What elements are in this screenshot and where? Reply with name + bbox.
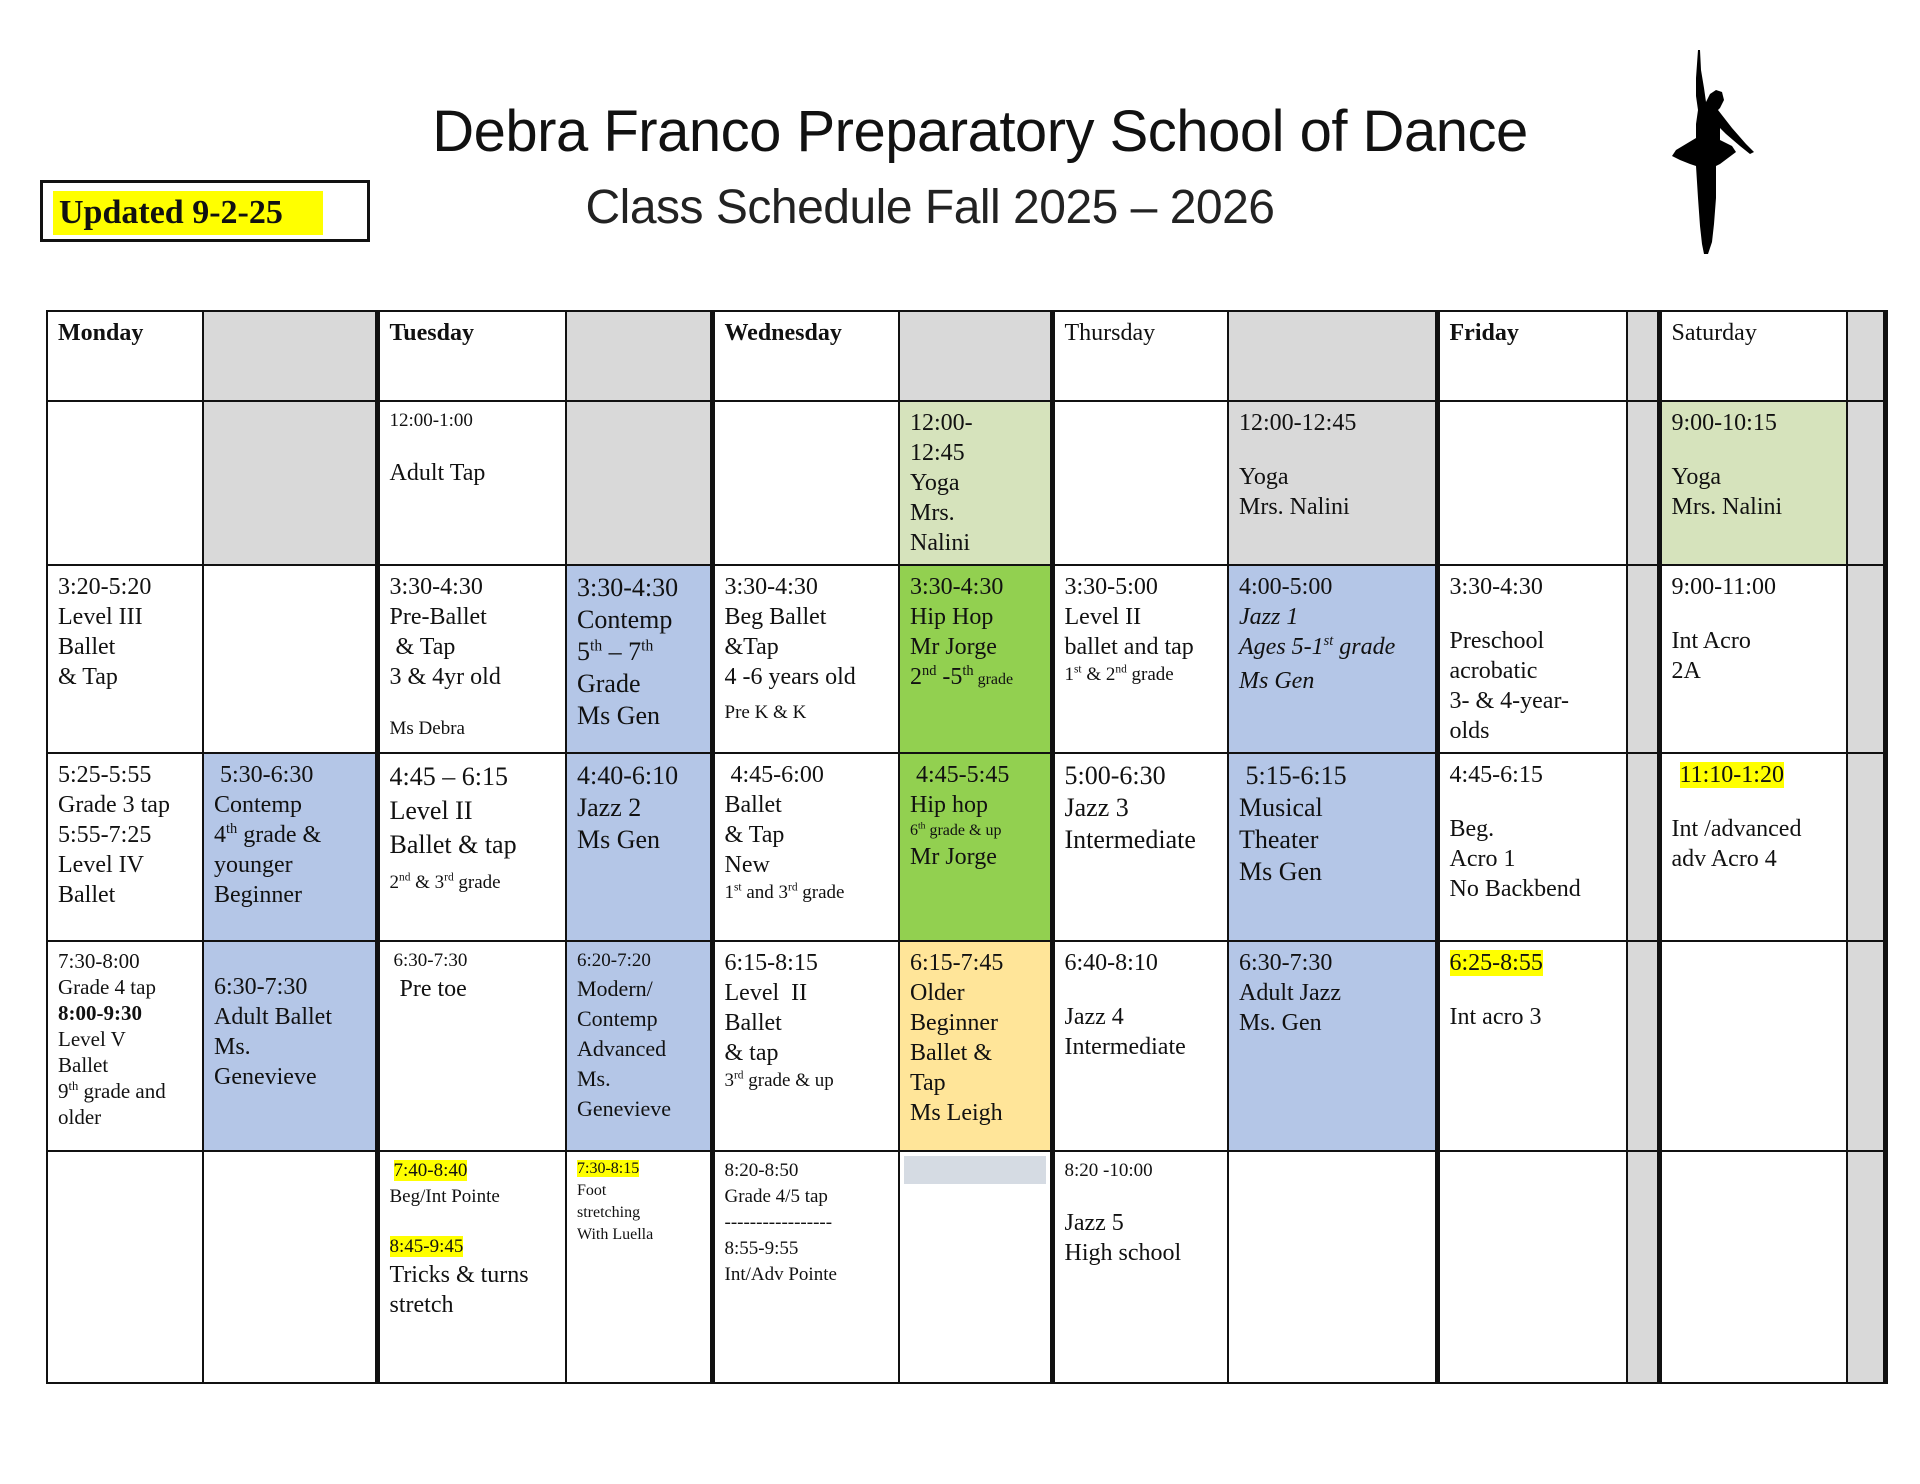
empty-cell — [47, 401, 203, 565]
class-name: Preschool — [1449, 628, 1545, 654]
empty-cell — [203, 565, 377, 753]
class-time: 3:30-4:30 — [724, 574, 818, 600]
class-teacher: Mr Jorge — [910, 844, 997, 870]
class-time: 5:30-6:30 — [214, 762, 314, 788]
class-name: Int acro 3 — [1449, 1004, 1542, 1030]
schedule-row — [47, 753, 1885, 941]
class-cell — [47, 565, 203, 753]
class-teacher: Ms Gen — [1239, 857, 1323, 886]
spacer-cell — [1627, 565, 1659, 753]
class-name: Beg Ballet — [724, 604, 827, 630]
class-name: Int Acro — [1671, 628, 1751, 654]
class-name: & Tap — [389, 634, 456, 660]
class-name: Adult Jazz — [1239, 980, 1341, 1006]
class-cell — [566, 753, 712, 941]
class-time: 3:30-4:30 — [910, 574, 1004, 600]
class-time: 4:45-6:00 — [724, 762, 824, 788]
class-name: Musical — [1239, 793, 1323, 822]
class-teacher: Ms Gen — [577, 701, 661, 730]
class-time: 4:45 – 6:15 — [389, 762, 508, 791]
class-time-highlighted: 7:40-8:40 — [393, 1160, 468, 1181]
class-level: Intermediate — [1064, 825, 1196, 854]
schedule-row — [47, 401, 1885, 565]
class-time-highlighted: 6:25-8:55 — [1449, 950, 1543, 976]
class-cell — [899, 401, 1052, 565]
class-time-highlighted: 7:30-8:15 — [577, 1160, 640, 1177]
class-teacher: Mrs. — [910, 500, 955, 526]
class-cell — [712, 753, 899, 941]
class-name: Contemp — [214, 792, 302, 818]
class-cell — [203, 753, 377, 941]
class-teacher: Mr Jorge — [910, 634, 997, 660]
empty-cell — [1437, 401, 1627, 565]
class-name: Level IV — [58, 852, 144, 878]
class-level: Advanced — [577, 1036, 667, 1061]
class-name: & tap — [724, 1040, 779, 1066]
class-time: 4:45-6:15 — [1449, 762, 1543, 788]
class-name: Grade 3 tap — [58, 792, 170, 818]
class-name: Ballet — [58, 634, 116, 660]
class-name: ballet and tap — [1064, 634, 1194, 660]
class-time: 3:30-4:30 — [1449, 574, 1543, 600]
class-cell — [712, 565, 899, 753]
class-time: 8:00-9:30 — [58, 1001, 142, 1025]
empty-cell — [899, 1151, 1052, 1383]
day-header-tuesday: Tuesday — [377, 311, 566, 401]
class-cell — [377, 401, 566, 565]
class-note: No Backbend — [1449, 876, 1581, 902]
spacer-cell — [1847, 401, 1885, 565]
class-teacher: Nalini — [910, 530, 970, 556]
day-header-friday: Friday — [1437, 311, 1627, 401]
class-name: Ballet — [58, 882, 116, 908]
class-cell — [1228, 401, 1437, 565]
class-note: Pre K & K — [724, 702, 807, 723]
class-name: Int/Adv Pointe — [724, 1264, 837, 1285]
class-cell — [1437, 565, 1627, 753]
class-name: Yoga — [1239, 464, 1289, 490]
class-time: 5:25-5:55 — [58, 762, 152, 788]
class-time: 8:20-8:50 — [724, 1160, 799, 1181]
class-grade: 2nd & 3rd grade — [389, 871, 501, 893]
header-row — [47, 311, 1885, 401]
class-time: 12:00-12:45 — [1239, 410, 1357, 436]
class-cell — [203, 941, 377, 1151]
class-cell — [47, 941, 203, 1151]
class-time: 7:30-8:00 — [58, 949, 140, 973]
empty-cell — [1659, 1151, 1847, 1383]
class-cell — [1052, 941, 1228, 1151]
class-cell — [377, 565, 566, 753]
class-time: 4:45-5:45 — [910, 762, 1010, 788]
class-time: 3:30-4:30 — [577, 573, 679, 602]
page-title: Debra Franco Preparatory School of Dance — [432, 99, 1528, 164]
spacer-cell — [1847, 941, 1885, 1151]
class-time: 9:00-10:15 — [1671, 410, 1777, 436]
class-teacher: Ms Gen — [1239, 668, 1315, 694]
class-name: Tap — [910, 1070, 946, 1096]
class-name: Acro 1 — [1449, 846, 1516, 872]
empty-cell — [203, 1151, 377, 1383]
class-time: 4:40-6:10 — [577, 761, 679, 790]
class-name: Grade 4/5 tap — [724, 1186, 828, 1207]
class-cell — [566, 941, 712, 1151]
class-cell — [899, 565, 1052, 753]
class-cell — [899, 753, 1052, 941]
empty-cell — [1228, 1151, 1437, 1383]
class-name: 2A — [1671, 658, 1701, 684]
class-time: 6:40-8:10 — [1064, 950, 1158, 976]
class-cell — [47, 753, 203, 941]
class-name: acrobatic — [1449, 658, 1538, 684]
class-age: 3- & 4-year- — [1449, 688, 1569, 714]
class-name: Ballet — [58, 1053, 109, 1077]
spacer-cell — [1627, 401, 1659, 565]
class-time: 6:30-7:30 — [1239, 950, 1333, 976]
class-time: 8:20 -10:00 — [1064, 1160, 1153, 1181]
empty-cell — [1437, 1151, 1627, 1383]
class-cell — [899, 941, 1052, 1151]
class-teacher: With Luella — [577, 1226, 654, 1243]
class-cell — [1228, 565, 1437, 753]
class-cell — [566, 1151, 712, 1383]
class-name: Beg/Int Pointe — [389, 1186, 500, 1207]
class-teacher: Ms Debra — [389, 718, 465, 739]
class-name: Hip hop — [910, 792, 988, 818]
class-cell — [1052, 1151, 1228, 1383]
class-time: 6:30-7:30 — [393, 950, 468, 971]
class-time: 12:00-1:00 — [389, 410, 473, 431]
class-name: Level II — [1064, 604, 1142, 630]
class-cell — [1659, 753, 1847, 941]
class-time-highlighted: 11:10-1:20 — [1679, 762, 1784, 788]
class-time-highlighted: 8:45-9:45 — [389, 1236, 464, 1257]
class-name: Tricks & turns — [389, 1262, 529, 1288]
class-grade: 1st & 2nd grade — [1064, 663, 1174, 685]
class-teacher: Ms Leigh — [910, 1100, 1003, 1126]
class-teacher: Ms. — [577, 1066, 611, 1091]
class-name: Level III — [58, 604, 143, 630]
class-level: Beg. — [1449, 816, 1495, 842]
class-time: 6:30-7:30 — [214, 974, 308, 1000]
class-time: 9:00-11:00 — [1671, 574, 1776, 600]
spacer-cell — [1627, 753, 1659, 941]
spacer-cell — [1627, 311, 1659, 401]
class-schedule-table — [46, 310, 1888, 1384]
spacer-cell — [1847, 1151, 1885, 1383]
class-cell — [377, 1151, 566, 1383]
class-name: Older — [910, 980, 965, 1006]
class-time: 3:30-4:30 — [389, 574, 483, 600]
class-grade: 1st and 3rd grade — [724, 881, 845, 903]
class-grade: 6th grade & up — [910, 820, 1002, 839]
class-cell — [1659, 565, 1847, 753]
class-time: 3:20-5:20 — [58, 574, 152, 600]
class-teacher: Mrs. Nalini — [1671, 494, 1783, 520]
day-header-monday: Monday — [47, 311, 203, 401]
class-cell — [712, 941, 899, 1151]
class-cell — [1659, 401, 1847, 565]
class-time: 8:55-9:55 — [724, 1238, 799, 1259]
class-name: Modern/ — [577, 976, 653, 1001]
empty-cell — [566, 401, 712, 565]
class-name: adv Acro 4 — [1671, 846, 1777, 872]
class-teacher: Genevieve — [214, 1064, 317, 1090]
class-level: Intermediate — [1064, 1034, 1186, 1060]
class-grade: 2nd -5th grade — [910, 663, 1014, 690]
day-header-wednesday: Wednesday — [712, 311, 899, 401]
class-name: Hip Hop — [910, 604, 994, 630]
class-teacher: Mrs. Nalini — [1239, 494, 1350, 520]
class-name: Ballet — [724, 792, 782, 818]
class-level: Int /advanced — [1671, 816, 1802, 842]
class-time: 6:15-7:45 — [910, 950, 1004, 976]
class-name: & Tap — [724, 822, 785, 848]
spacer-cell — [1228, 311, 1437, 401]
class-age: 3 & 4yr old — [389, 664, 501, 690]
class-name: Adult Tap — [389, 460, 486, 486]
class-cell — [1052, 565, 1228, 753]
class-name: Jazz 1 — [1239, 604, 1299, 630]
class-cell — [1052, 753, 1228, 941]
class-name: Grade 4 tap — [58, 975, 156, 999]
class-name: Jazz 2 — [577, 793, 642, 822]
class-cell — [377, 941, 566, 1151]
class-grade: 5th – 7th — [577, 637, 654, 666]
day-header-saturday: Saturday — [1659, 311, 1847, 401]
class-name: Ballet — [724, 1010, 782, 1036]
class-grade: older — [58, 1105, 102, 1129]
class-cell — [1228, 753, 1437, 941]
class-grade: Grade — [577, 669, 641, 698]
spacer-cell — [1627, 1151, 1659, 1383]
class-cell — [1228, 941, 1437, 1151]
class-age: olds — [1449, 718, 1490, 744]
class-level: Beginner — [214, 882, 302, 908]
class-time: 12:45 — [910, 440, 965, 466]
class-teacher: Ms. — [214, 1034, 251, 1060]
gray-placeholder — [904, 1156, 1046, 1184]
empty-cell — [1659, 941, 1847, 1151]
empty-cell — [712, 401, 899, 565]
class-name: Adult Ballet — [214, 1004, 332, 1030]
class-cell — [1437, 753, 1627, 941]
class-name: Pre-Ballet — [389, 604, 487, 630]
class-name: Yoga — [910, 470, 960, 496]
class-cell — [566, 565, 712, 753]
spacer-cell — [1847, 565, 1885, 753]
day-header-thursday: Thursday — [1052, 311, 1228, 401]
schedule-row — [47, 1151, 1885, 1383]
class-name: stretching — [577, 1204, 641, 1221]
spacer-cell — [1627, 941, 1659, 1151]
class-grade: 3rd grade & up — [724, 1069, 834, 1091]
class-teacher: Genevieve — [577, 1096, 672, 1121]
class-time: 3:30-5:00 — [1064, 574, 1158, 600]
class-name: Contemp — [577, 1006, 658, 1031]
class-time: 6:15-8:15 — [724, 950, 818, 976]
schedule-row — [47, 941, 1885, 1151]
class-name: Level V — [58, 1027, 126, 1051]
class-name: &Tap — [724, 634, 779, 660]
class-time: 5:55-7:25 — [58, 822, 152, 848]
class-grade: 4th grade & — [214, 821, 322, 848]
class-teacher: Ms Gen — [577, 825, 661, 854]
updated-label: Updated 9-2-25 — [53, 191, 323, 235]
class-grade: younger — [214, 852, 293, 878]
spacer-cell — [203, 311, 377, 401]
class-time: 12:00- — [910, 410, 973, 436]
class-name: Ballet & tap — [389, 830, 517, 859]
updated-badge — [40, 180, 370, 242]
empty-cell — [203, 401, 377, 565]
class-time: 6:20-7:20 — [577, 950, 651, 971]
class-name: Pre toe — [393, 976, 467, 1002]
class-name: Jazz 3 — [1064, 793, 1129, 822]
class-age: 4 -6 years old — [724, 664, 856, 690]
class-cell — [1437, 941, 1627, 1151]
spacer-cell — [1847, 753, 1885, 941]
spacer-cell — [566, 311, 712, 401]
class-teacher: Ms. Gen — [1239, 1010, 1322, 1036]
class-name: Level II — [724, 980, 808, 1006]
empty-cell — [1052, 401, 1228, 565]
class-age: Ages 5-1st grade — [1239, 633, 1396, 660]
page-subtitle: Class Schedule Fall 2025 – 2026 — [585, 181, 1275, 234]
class-note: New — [724, 852, 770, 878]
class-name: & Tap — [58, 664, 118, 690]
class-name: Ballet & — [910, 1040, 992, 1066]
class-time: 4:00-5:00 — [1239, 574, 1333, 600]
class-name: Theater — [1239, 825, 1319, 854]
class-name: Level II — [389, 796, 473, 825]
class-time: 5:00-6:30 — [1064, 761, 1166, 790]
class-name: Jazz 4 — [1064, 1004, 1124, 1030]
class-name: Contemp — [577, 605, 673, 634]
empty-cell — [47, 1151, 203, 1383]
separator: ----------------- — [724, 1212, 833, 1233]
class-level: High school — [1064, 1240, 1182, 1266]
spacer-cell — [1847, 311, 1885, 401]
class-name: Beginner — [910, 1010, 998, 1036]
class-name: stretch — [389, 1292, 454, 1318]
spacer-cell — [899, 311, 1052, 401]
ballerina-silhouette-icon — [1640, 48, 1780, 258]
class-grade: 9th grade and — [58, 1079, 166, 1103]
class-time: 5:15-6:15 — [1239, 761, 1347, 790]
class-cell — [377, 753, 566, 941]
class-name: Foot — [577, 1182, 607, 1199]
class-name: Yoga — [1671, 464, 1722, 490]
schedule-row — [47, 565, 1885, 753]
class-name: Jazz 5 — [1064, 1210, 1124, 1236]
class-cell — [712, 1151, 899, 1383]
